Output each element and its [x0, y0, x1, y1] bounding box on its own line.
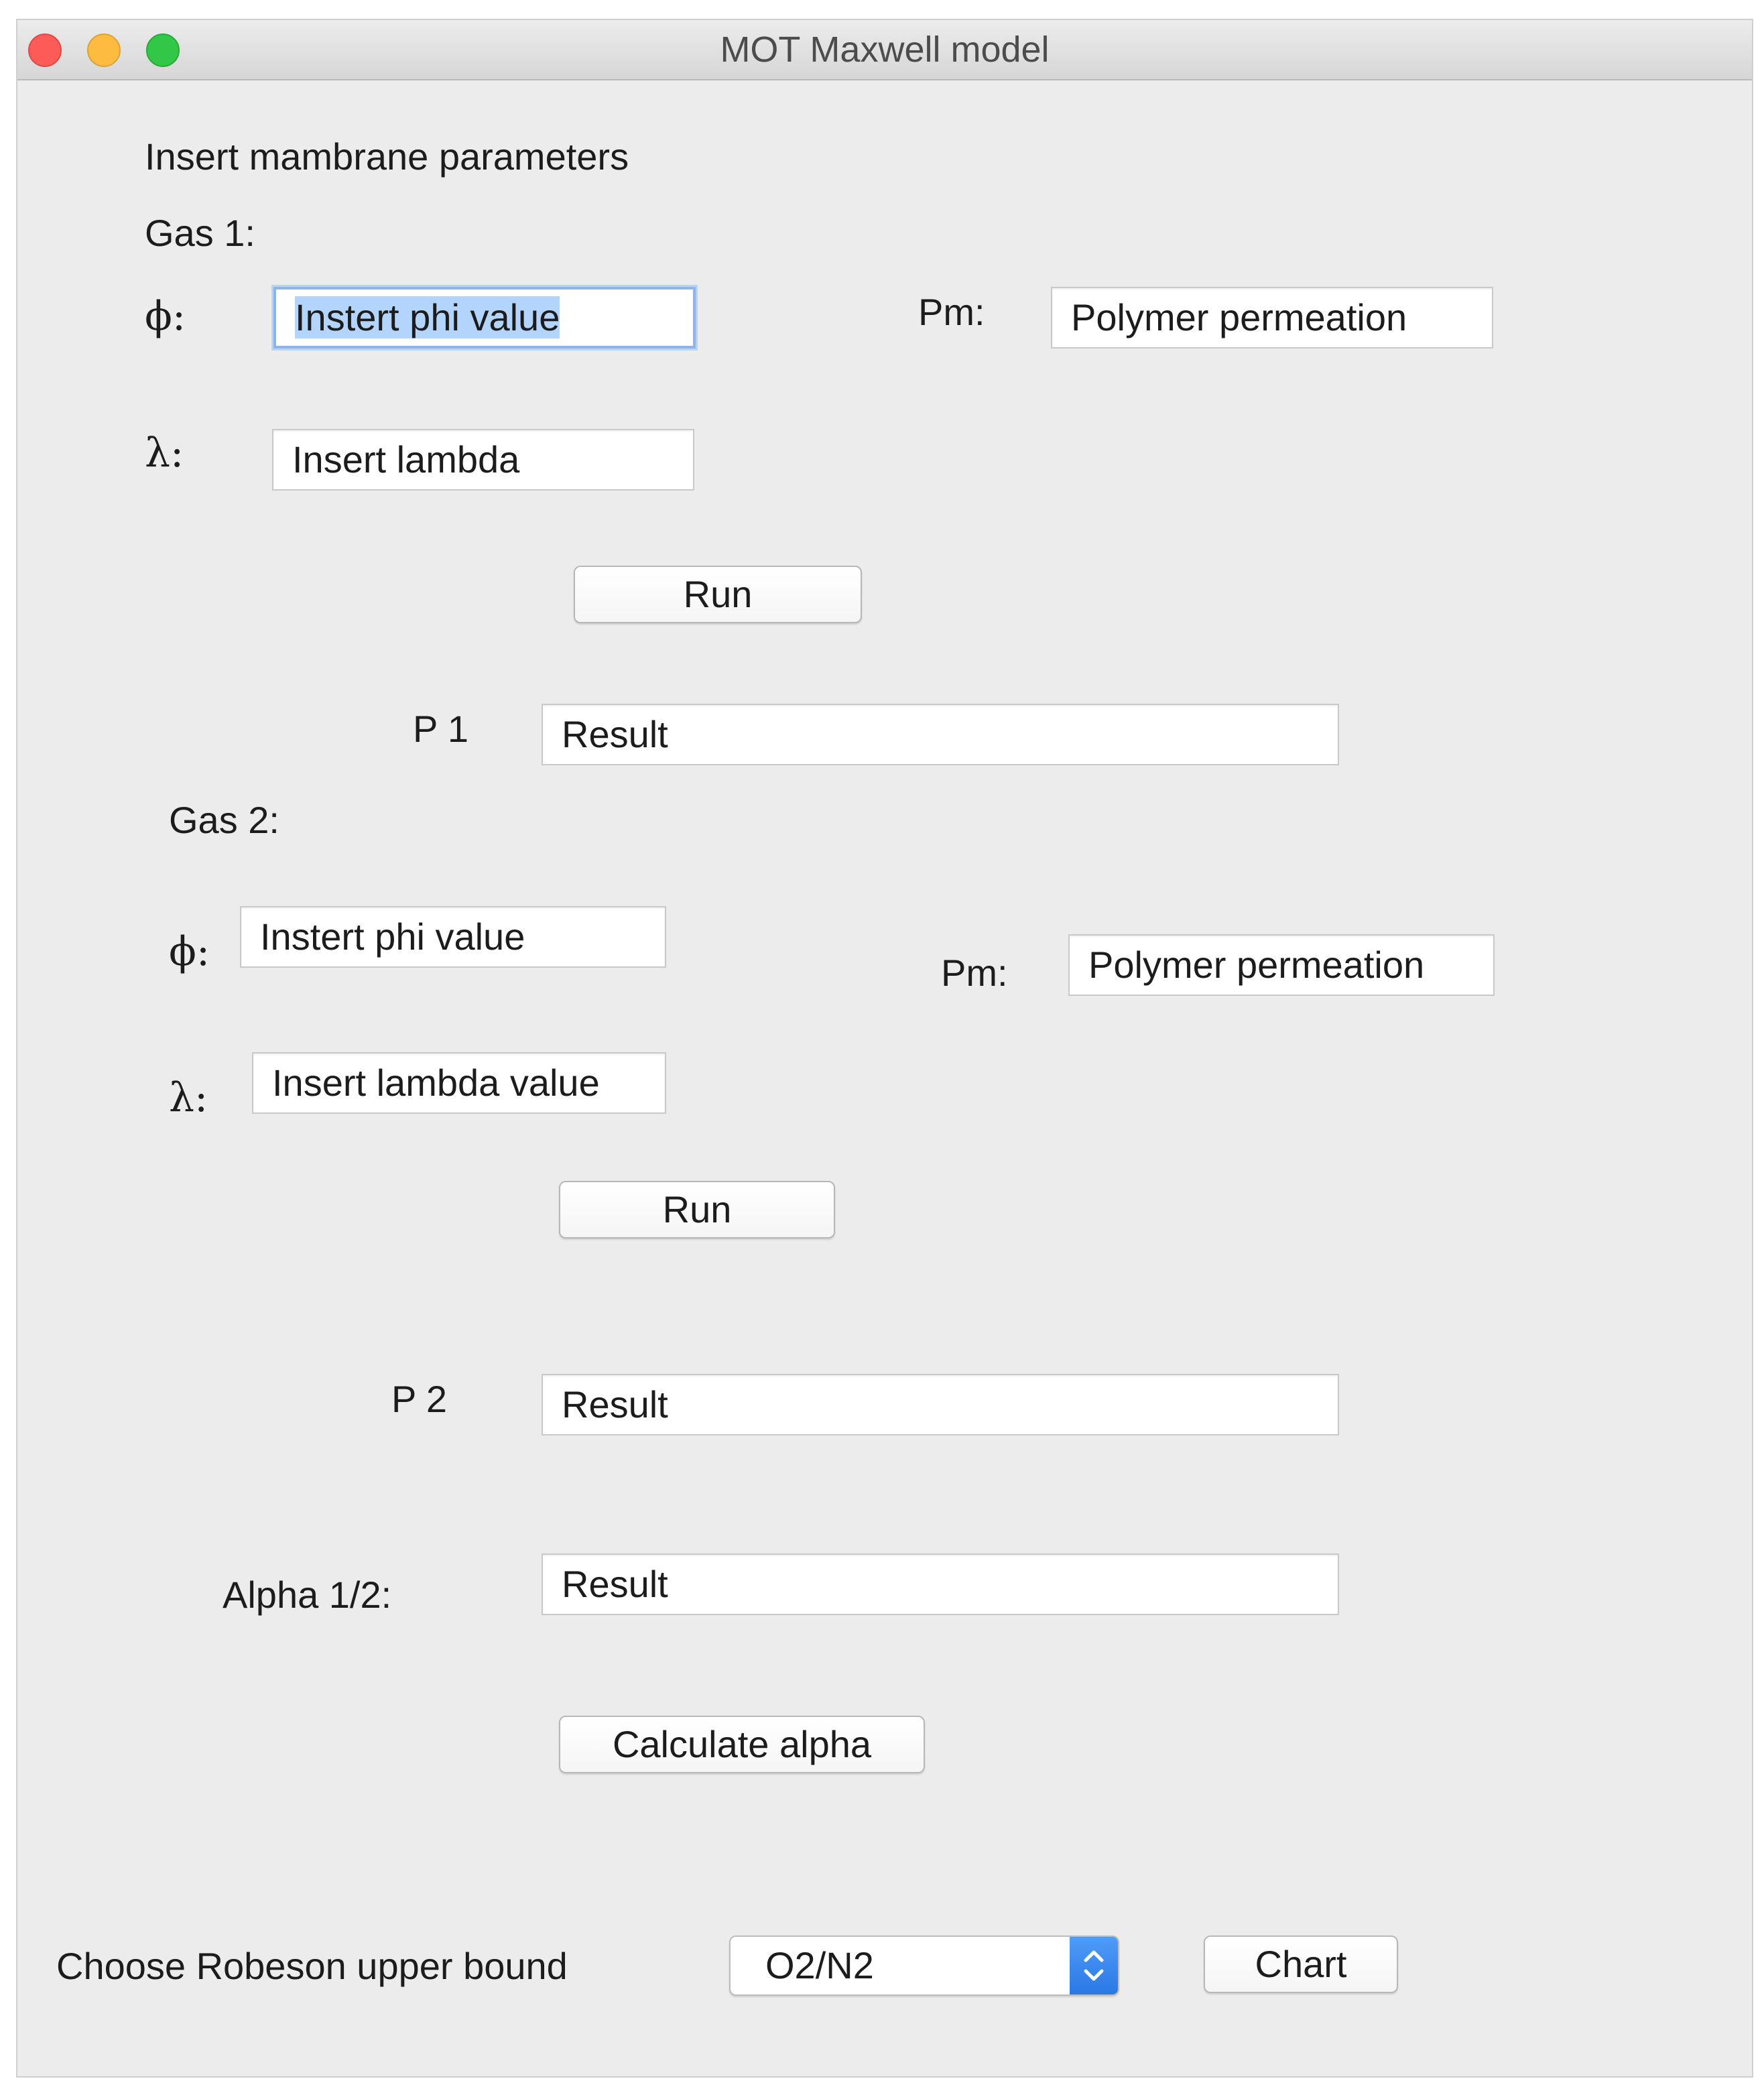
gas2-lambda-label: λ: [169, 1074, 208, 1121]
robeson-select-value: O2/N2 [765, 1944, 874, 1986]
gas1-phi-input[interactable] [273, 287, 696, 348]
gas2-pm-label: Pm: [941, 952, 1008, 994]
p1-result-field[interactable]: Result [542, 704, 1339, 765]
up-down-chevron-icon[interactable] [1070, 1937, 1118, 1994]
window-title: MOT Maxwell model [720, 29, 1050, 70]
alpha-result-field[interactable]: Result [542, 1553, 1339, 1615]
gas2-run-button[interactable]: Run [559, 1181, 835, 1238]
title-bar[interactable] [17, 20, 1752, 80]
robeson-label: Choose Robeson upper bound [56, 1945, 568, 1987]
gas1-pm-input[interactable]: Polymer permeation [1051, 287, 1493, 348]
gas1-run-button[interactable]: Run [574, 566, 862, 623]
gas2-phi-input[interactable]: Instert phi value [240, 906, 666, 968]
gas2-pm-input[interactable]: Polymer permeation [1068, 934, 1495, 996]
alpha-label: Alpha 1/2: [223, 1574, 392, 1616]
form-heading: Insert mambrane parameters [145, 135, 629, 178]
gas2-label: Gas 2: [169, 799, 279, 841]
robeson-select[interactable] [729, 1935, 1119, 1996]
gas2-phi-label: ϕ: [169, 928, 210, 975]
gas2-lambda-input[interactable]: Insert lambda value [252, 1052, 666, 1114]
gas1-lambda-input[interactable]: Insert lambda [272, 429, 694, 491]
gas1-label: Gas 1: [145, 212, 255, 254]
gas1-phi-label: ϕ: [145, 293, 186, 340]
calculate-alpha-button[interactable]: Calculate alpha [559, 1716, 925, 1773]
gas1-pm-label: Pm: [918, 291, 985, 333]
p1-label: P 1 [413, 708, 469, 750]
gas1-phi-input-value: Instert phi value [295, 296, 560, 338]
chart-button[interactable]: Chart [1204, 1935, 1398, 1993]
gas1-lambda-label: λ: [145, 430, 184, 476]
app-window [16, 19, 1753, 2078]
p2-label: P 2 [391, 1378, 448, 1420]
p2-result-field[interactable]: Result [542, 1374, 1339, 1436]
